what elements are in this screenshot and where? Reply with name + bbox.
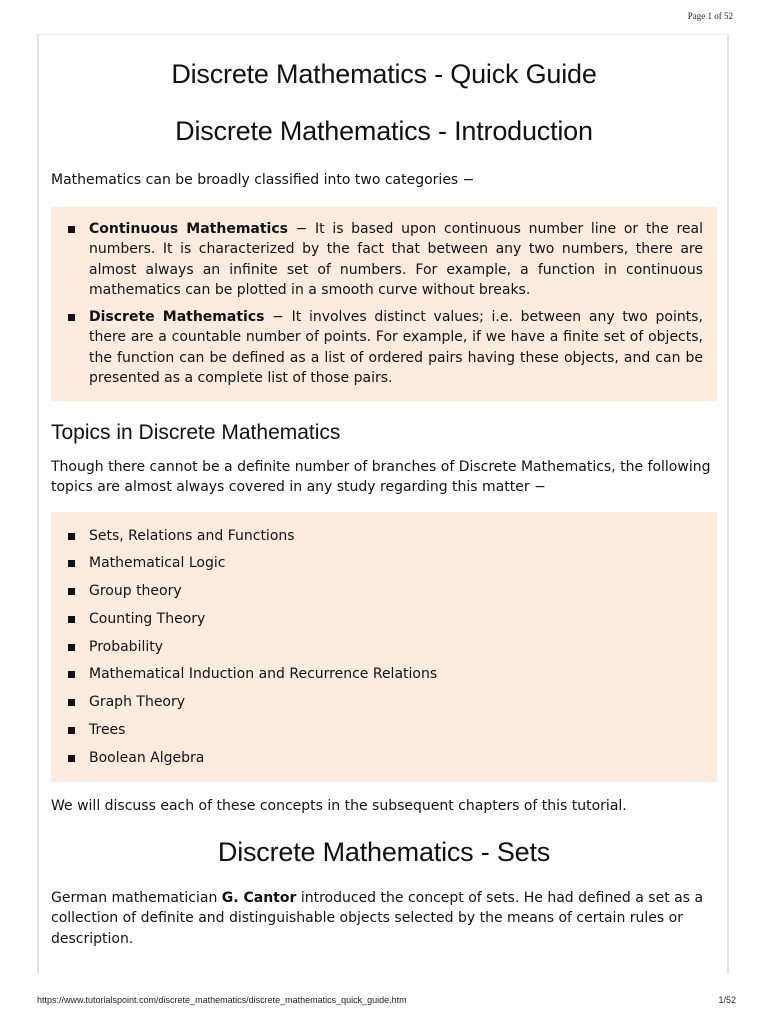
introduction-heading: Discrete Mathematics - Introduction bbox=[175, 116, 593, 146]
definition-term: Discrete Mathematics bbox=[89, 308, 265, 325]
definition-term: Continuous Mathematics bbox=[89, 220, 288, 237]
topic-label: Group theory bbox=[89, 583, 182, 600]
topic-item bbox=[67, 581, 703, 609]
square-bullet-icon bbox=[68, 560, 75, 567]
topic-label: Mathematical Logic bbox=[89, 555, 226, 572]
sets-text-after: introduced the concept of sets. He had defined a set as a collection of definite and distinguishable objects selected by the means of certain rules or description. bbox=[51, 889, 704, 947]
square-bullet-icon bbox=[68, 755, 75, 762]
sets-text-before: German mathematician bbox=[51, 889, 222, 906]
topic-item bbox=[67, 609, 703, 637]
topic-label: Counting Theory bbox=[89, 610, 206, 627]
topic-label: Mathematical Induction and Recurrence Relations bbox=[89, 666, 438, 683]
square-bullet-icon bbox=[68, 314, 75, 321]
topic-label: Graph Theory bbox=[89, 694, 186, 711]
document-content bbox=[39, 59, 727, 949]
topic-item bbox=[67, 526, 703, 554]
topic-label: Probability bbox=[89, 638, 164, 655]
document-page bbox=[37, 34, 729, 974]
sets-person-name: G. Cantor bbox=[221, 889, 297, 906]
definition-text: − It is based upon continuous number line or the real numbers. It is characterized by the fact that between any two numbers, there are almost always an infinite set of numbers. For example, a function in continuous mathematics can be plotted in a smooth curve without breaks. bbox=[89, 220, 703, 298]
document-title: Discrete Mathematics - Quick Guide bbox=[171, 59, 597, 89]
topic-label: Sets, Relations and Functions bbox=[89, 527, 295, 544]
topic-item bbox=[67, 553, 703, 581]
topics-outro-paragraph: We will discuss each of these concepts in the subsequent chapters of this tutorial. bbox=[51, 798, 627, 815]
topic-item bbox=[67, 637, 703, 665]
definitions-box bbox=[51, 207, 717, 401]
square-bullet-icon bbox=[68, 699, 75, 706]
definition-item-continuous bbox=[67, 219, 703, 301]
square-bullet-icon bbox=[68, 533, 75, 540]
definition-item-discrete bbox=[67, 307, 703, 389]
topic-label: Trees bbox=[89, 722, 126, 739]
topic-label: Boolean Algebra bbox=[89, 749, 205, 766]
topics-intro-paragraph: Though there cannot be a definite number of branches of Discrete Mathematics, the following topics are almost always covered in any study regarding this matter − bbox=[51, 458, 711, 495]
page-header: Page 1 of 52 bbox=[687, 11, 733, 21]
definition-text: − It involves distinct values; i.e. between any two points, there are a countable number of points. For example, if we have a finite set of objects, the function can be defined as a list of ordered pairs having these objects, and can be presented as a complete list of those pairs. bbox=[89, 308, 703, 386]
topic-item bbox=[67, 664, 703, 692]
sets-heading: Discrete Mathematics - Sets bbox=[217, 836, 551, 867]
square-bullet-icon bbox=[68, 671, 75, 678]
topics-heading: Topics in Discrete Mathematics bbox=[51, 420, 341, 444]
square-bullet-icon bbox=[68, 644, 75, 651]
topic-item bbox=[67, 720, 703, 748]
square-bullet-icon bbox=[68, 616, 75, 623]
topics-list bbox=[67, 526, 703, 769]
topic-item bbox=[67, 692, 703, 720]
footer-page-number: 1/52 bbox=[718, 995, 736, 1005]
square-bullet-icon bbox=[68, 588, 75, 595]
sets-paragraph bbox=[51, 888, 717, 950]
footer-url: https://www.tutorialspoint.com/discrete_mathematics/discrete_mathematics_quick_guide.htm bbox=[37, 995, 407, 1005]
topics-box bbox=[51, 512, 717, 783]
square-bullet-icon bbox=[68, 226, 75, 233]
square-bullet-icon bbox=[68, 727, 75, 734]
topic-item bbox=[67, 748, 703, 769]
definitions-list bbox=[67, 219, 703, 389]
intro-paragraph: Mathematics can be broadly classified into two categories − bbox=[51, 172, 475, 188]
